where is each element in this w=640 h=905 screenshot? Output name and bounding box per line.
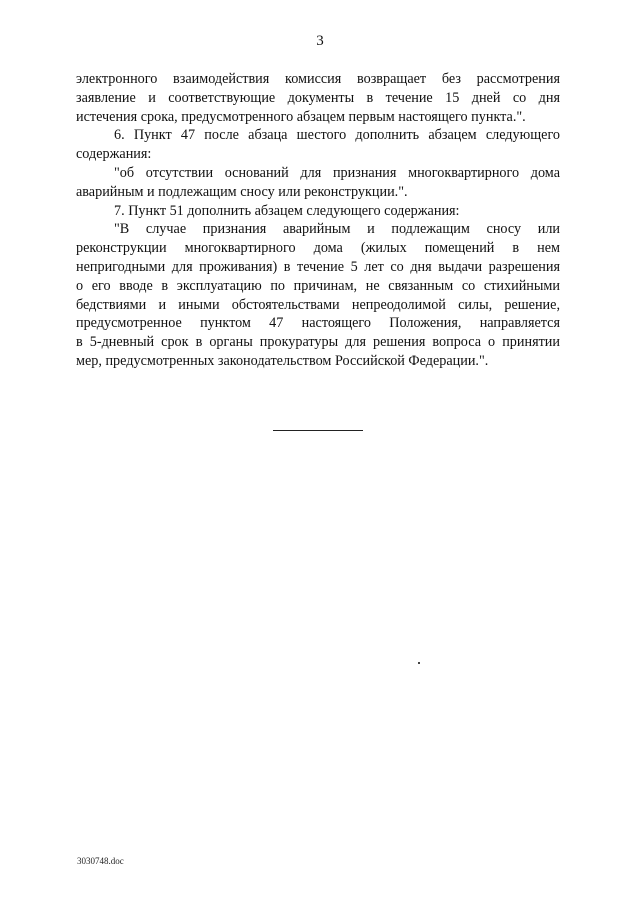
text-line: "В случае признания аварийным и подлежащим сносу или: [114, 221, 560, 238]
text-line: электронного взаимодействия комиссия возвращает без рассмотрения: [76, 71, 560, 87]
text-line: в 5-дневный срок в органы прокуратуры для решения вопроса о принятии: [76, 334, 560, 351]
text-line: предусмотренное пунктом 47 настоящего Положения, направляется: [76, 315, 560, 332]
text-line: непригодными для проживания) в течение 5 лет со дня выдачи разрешения: [76, 258, 560, 275]
paragraph-item-6: [76, 126, 560, 164]
paragraph-quote-item-7: [76, 220, 560, 370]
text-line: заявление и соответствующие документы в течение 15 дней со дня: [76, 89, 560, 106]
text-line: мер, предусмотренных законодательством Российской Федерации.".: [76, 352, 489, 369]
text-line: "об отсутствии оснований для признания многоквартирного дома: [114, 164, 560, 181]
file-reference: 3030748.doc: [77, 856, 124, 866]
document-body: [76, 70, 560, 371]
page-number: 3: [316, 33, 324, 49]
text-line: 7. Пункт 51 дополнить абзацем следующего содержания:: [114, 202, 460, 219]
text-line: о его вводе в эксплуатацию по причинам, не связанным со стихийными: [76, 277, 560, 294]
stray-mark: [418, 662, 420, 664]
text-line: реконструкции многоквартирного дома (жилых помещений в нем: [76, 240, 560, 257]
text-line: 6. Пункт 47 после абзаца шестого дополнить абзацем следующего: [114, 127, 560, 144]
text-line: бедствиями и иными обстоятельствами непреодолимой силы, решение,: [76, 296, 560, 313]
paragraph-quote-item-6: [76, 164, 560, 202]
text-line: истечения срока, предусмотренного абзацем первым настоящего пункта.".: [76, 108, 526, 125]
text-line: содержания:: [76, 146, 152, 163]
text-line: аварийным и подлежащим сносу или реконструкции.".: [76, 183, 408, 200]
paragraph-continuation: [76, 70, 560, 126]
end-separator-line: [273, 430, 363, 431]
paragraph-item-7: [76, 202, 560, 221]
